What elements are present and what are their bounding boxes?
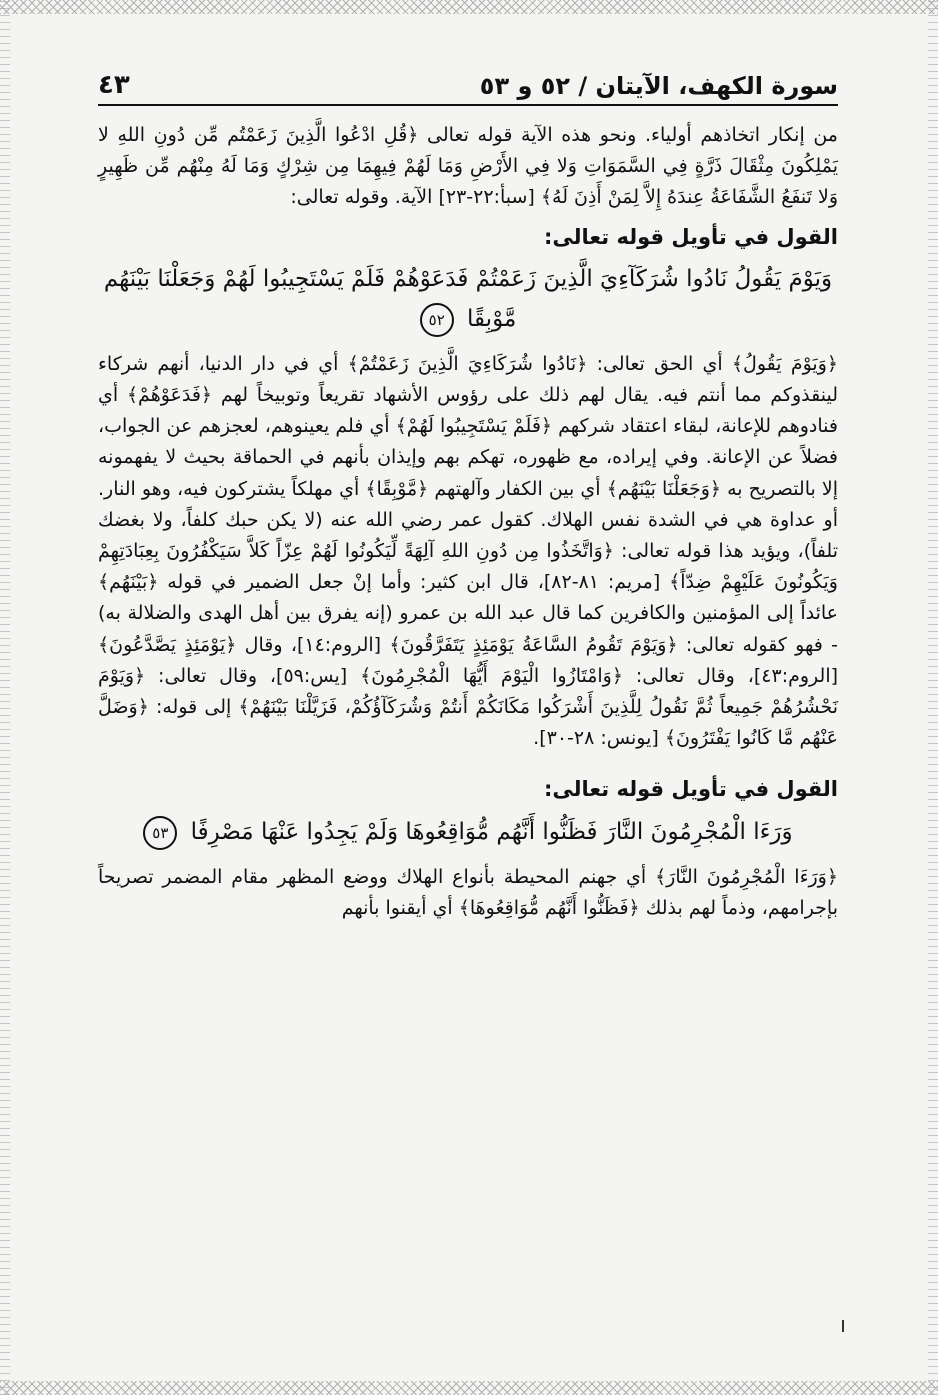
margin-mark [842, 1320, 844, 1332]
page-number: ٤٣ [98, 70, 130, 100]
running-header [98, 60, 838, 106]
decorative-border-bottom [0, 1381, 938, 1395]
quran-verse-53 [98, 812, 838, 852]
commentary-53: ﴿وَرَءَا الْمُجْرِمُونَ النَّارَ﴾ أي جهنم المحيطة بأنواع الهلاك ووضع المظهر مقام المضمر تصريحاً بإجرامهم، وذماً لهم بذلك ﴿فَظَنُّوا أَنَّهُم مُّوَاقِعُوهَا﴾ أي أيقنوا بأنهم [98, 865, 838, 919]
commentary-52: ﴿وَيَوْمَ يَقُولُ﴾ أي الحق تعالى: ﴿نَادُوا شُرَكَاءِيَ الَّذِينَ زَعَمْتُمْ﴾ أي في دار الدنيا، أنهم شركاء لينقذوكم مما أنتم فيه. يقال لهم ذلك على رؤوس الأشهاد تقريعاً وتوبيخاً لهم ﴿فَدَعَوْهُمْ﴾ أي فنادوهم للإعانة، لبقاء اعتقاد شركهم ﴿فَلَمْ يَسْتَجِيبُوا لَهُمْ﴾ أي فلم يعينوهم، لعجزهم عن الجواب، فضلاً عن الإعانة. وفي إيراده، مع ظهوره، تهكم بهم وإيذان بأنهم في الحماقة بحيث لا يفهمونه إلا بالتصريح به ﴿وَجَعَلْنَا بَيْنَهُم﴾ أي بين الكفار وآلهتهم ﴿مَّوْبِقًا﴾ أي مهلكاً يشتركون فيه، وهو النار. أو عداوة هي في الشدة نفس الهلاك. كقول عمر رضي الله عنه (لا يكن حبك كلفاً، ولا بغضك تلفاً)، ويؤيد هذا قوله تعالى: ﴿وَاتَّخَذُوا مِن دُونِ اللهِ آلِهَةً لِّيَكُونُوا لَهُمْ عِزّاً كَلاَّ سَيَكْفُرُونَ بِعِبَادَتِهِمْ وَيَكُونُونَ عَلَيْهِمْ ضِدّاً﴾ [مريم: ٨١-٨٢]، قال ابن كثير: وأما إنْ جعل الضمير في قوله ﴿بَيْنَهُم﴾ عائداً إلى المؤمنين والكافرين كما قال عبد الله بن عمرو (إنه يفرق بين أهل الهدى والضلالة به) - فهو كقوله تعالى: ﴿وَيَوْمَ تَقُومُ السَّاعَةُ يَوْمَئِذٍ يَتَفَرَّقُونَ﴾ [الروم:١٤]، وقال ﴿يَوْمَئِذٍ يَصَّدَّعُونَ﴾ [الروم:٤٣]، وقال تعالى: ﴿وَامْتَازُوا الْيَوْمَ أَيُّهَا الْمُجْرِمُونَ﴾ [يس:٥٩]، وقال تعالى: ﴿وَيَوْمَ نَحْشُرُهُمْ جَمِيعاً ثُمَّ نَقُولُ لِلَّذِينَ أَشْرَكُوا مَكَانَكُمْ أَنتُمْ وَشُرَكَآؤُكُمْ، فَزَيَّلْنَا بَيْنَهُمْ﴾ إلى قوله: ﴿وَضَلَّ عَنْهُم مَّا كَانُوا يَفْتَرُونَ﴾ [يونس: ٢٨-٣٠]. [98, 352, 839, 750]
quran-verse-52 [98, 259, 838, 339]
section-heading-53: القول في تأويل قوله تعالى: [544, 777, 838, 802]
verse-number-52: ٥٢ [420, 303, 454, 337]
decorative-border-right [928, 0, 938, 1395]
page-body [98, 120, 838, 924]
running-title: سورة الكهف، الآيتان / ٥٢ و ٥٣ [479, 72, 838, 100]
section-heading-52: القول في تأويل قوله تعالى: [544, 224, 838, 249]
decorative-border-top [0, 0, 938, 14]
verse-number-53: ٥٣ [143, 816, 177, 850]
verse-text-52: وَيَوْمَ يَقُولُ نَادُوا شُرَكَآءِيَ الَّذِينَ زَعَمْتُمْ فَدَعَوْهُمْ فَلَمْ يَسْتَجِيبُوا لَهُمْ وَجَعَلْنَا بَيْنَهُم مَّوْبِقًا [103, 265, 833, 332]
decorative-border-left [0, 0, 10, 1395]
verse-text-53: وَرَءَا الْمُجْرِمُونَ النَّارَ فَظَنُّوا أَنَّهُم مُّوَاقِعُوهَا وَلَمْ يَجِدُوا عَنْهَا مَصْرِفًا [190, 818, 793, 845]
book-page [98, 60, 838, 1350]
intro-paragraph: من إنكار اتخاذهم أولياء. ونحو هذه الآية قوله تعالى ﴿قُلِ ادْعُوا الَّذِينَ زَعَمْتُم مِّن دُونِ اللهِ لا يَمْلِكُونَ مِثْقَالَ ذَرَّةٍ فِي السَّمَوَاتِ وَلا فِي الأَرْضِ وَمَا لَهُمْ فِيهِمَا مِن شِرْكٍ وَمَا لَهُ مِنْهُم مِّن ظَهِيرٍ وَلا تَنفَعُ الشَّفَاعَةُ عِندَهُ إِلاَّ لِمَنْ أَذِنَ لَهُ﴾ [سبأ:٢٢-٢٣] الآية. وقوله تعالى: [98, 124, 838, 209]
